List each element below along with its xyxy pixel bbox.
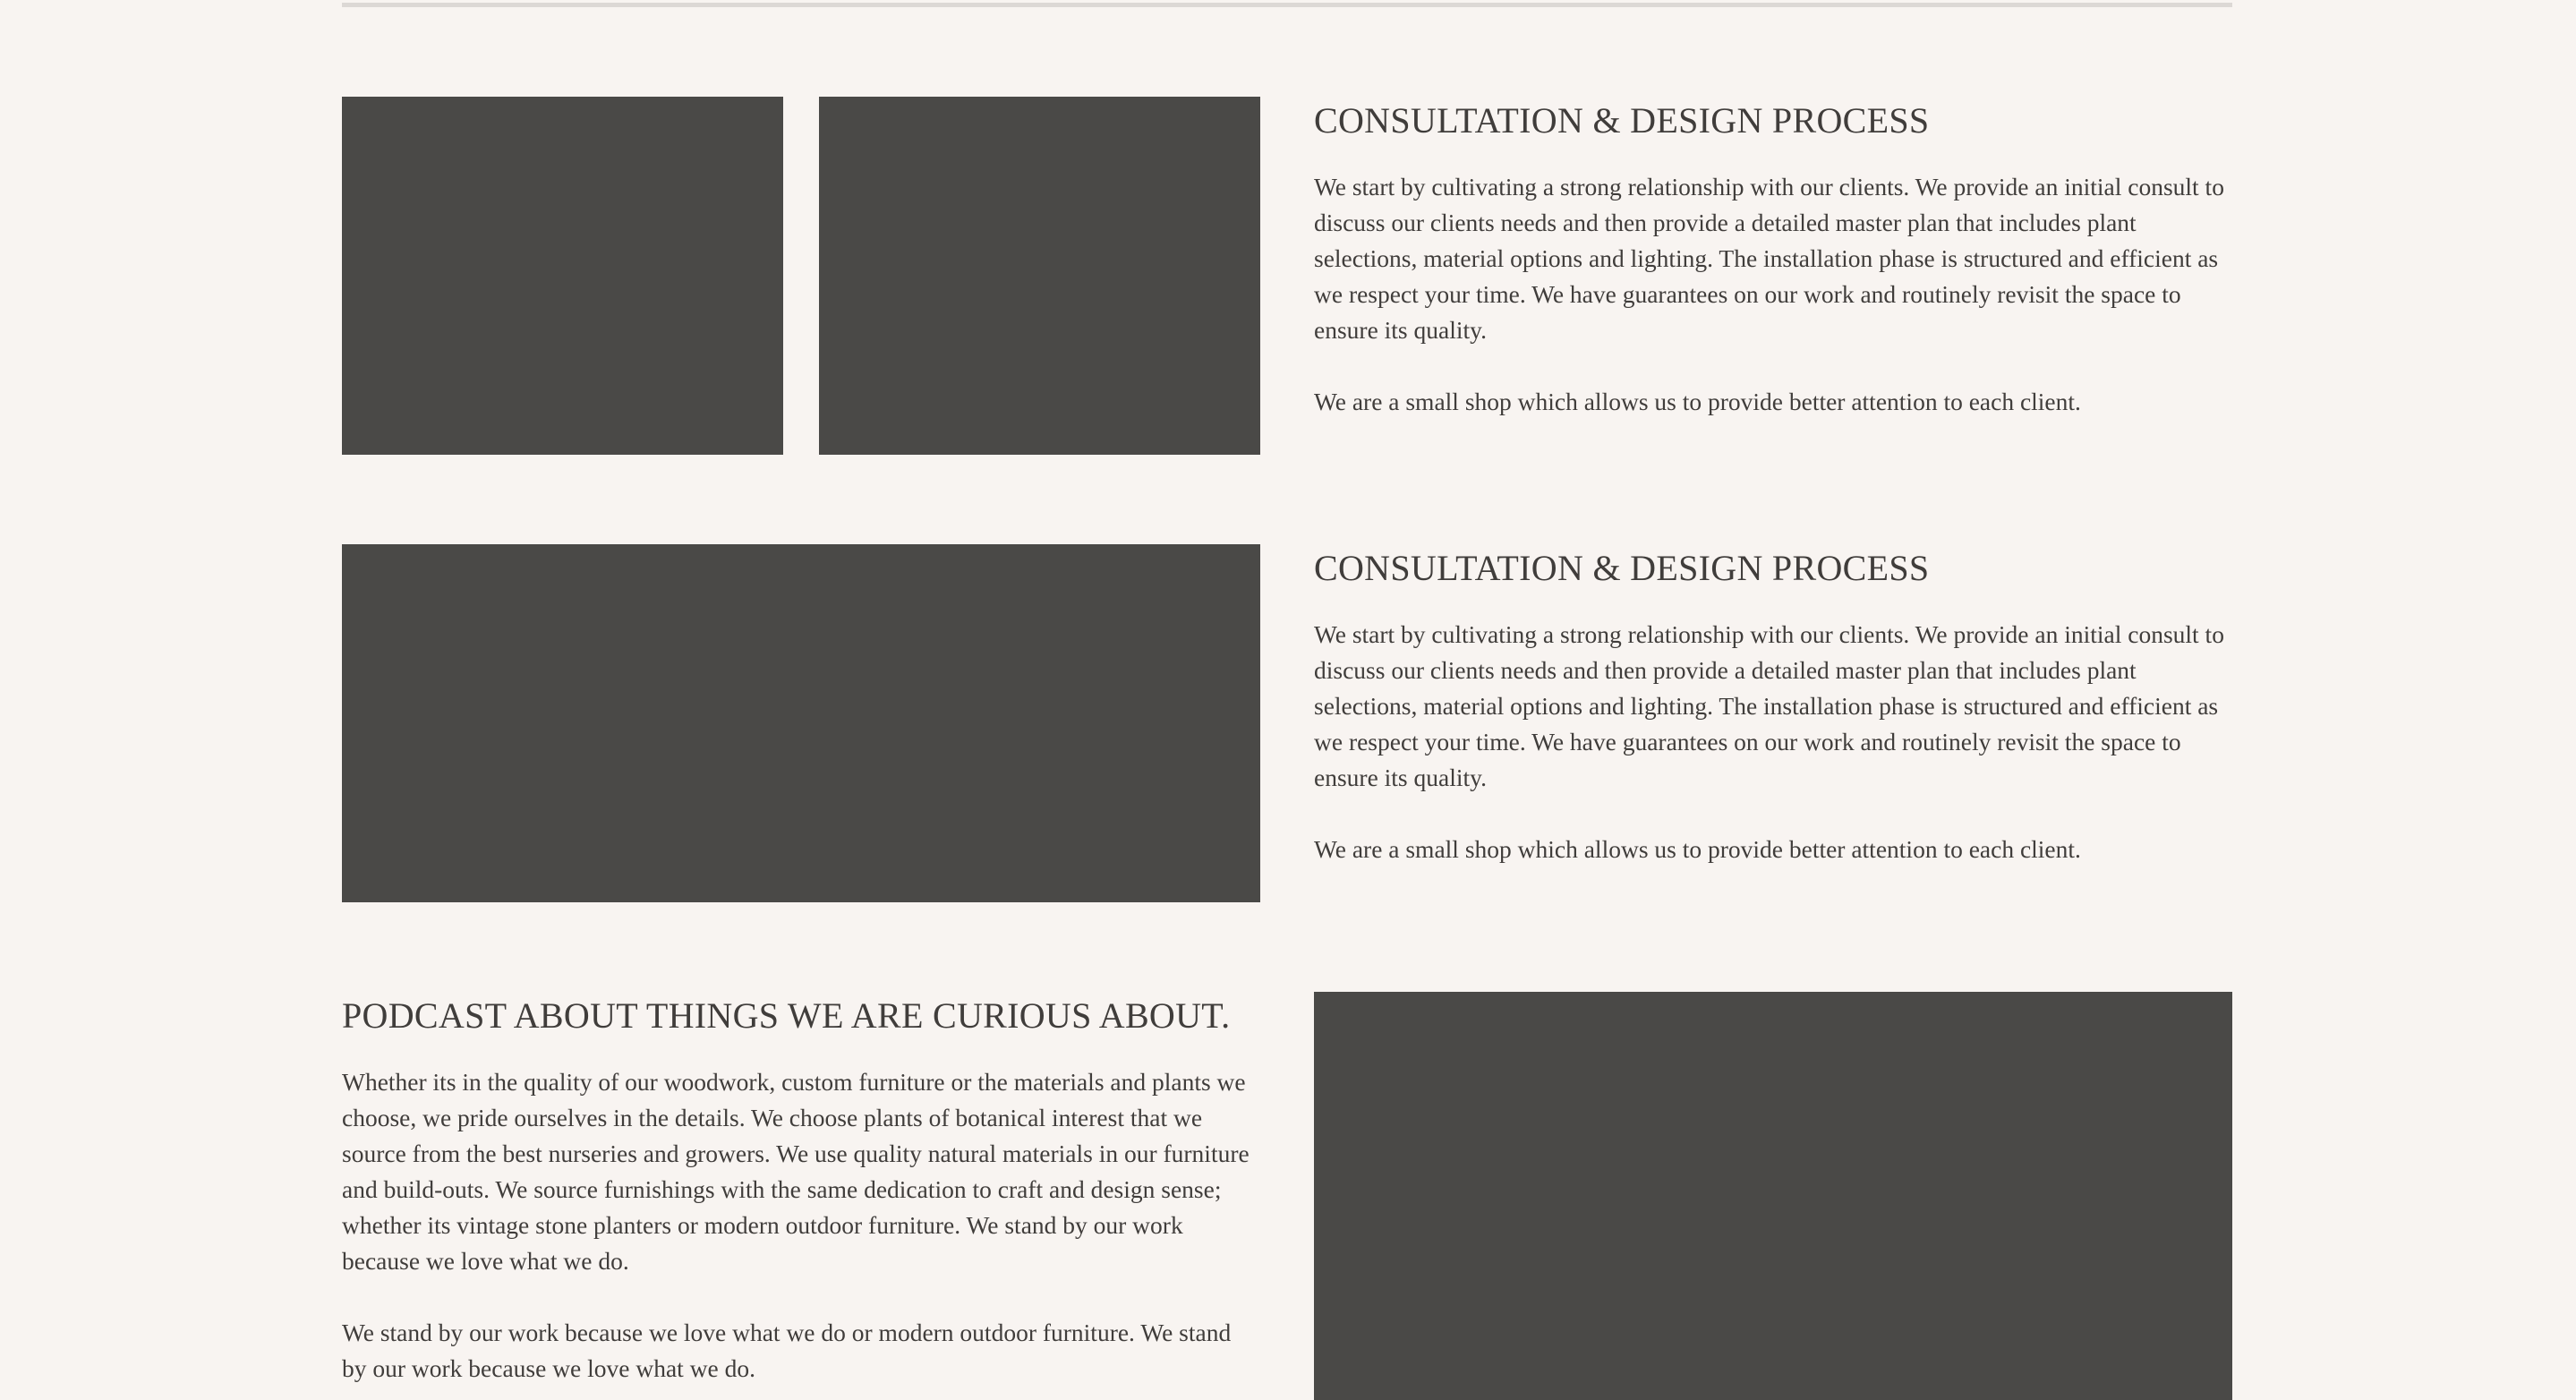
section-3-heading: PODCAST ABOUT THINGS WE ARE CURIOUS ABOUT.: [342, 995, 1231, 1036]
section-1-heading: CONSULTATION & DESIGN PROCESS: [1314, 100, 1930, 141]
section-2-text: [1314, 547, 2232, 867]
page-container: [342, 0, 2232, 1400]
section-3-text: [342, 995, 1260, 1387]
top-divider: [342, 3, 2232, 7]
section-2-image: [342, 544, 1260, 902]
section-3-paragraph-1: Whether its in the quality of our woodwork, custom furniture or the materials and plants we choose, we pride ourselves in the details. We choose plants of botanical interest that we source from the best nurseries and growers. We use quality natural materials in our furniture and build-outs. We source furnishings with the same dedication to craft and design sense; whether its vintage stone planters or modern outdoor furniture. We stand by our work because we love what we do.: [342, 1068, 1250, 1275]
section-1-paragraph-2: We are a small shop which allows us to provide better attention to each client.: [1314, 388, 2081, 415]
section-1-paragraph-1: We start by cultivating a strong relationship with our clients. We provide an initial consult to discuss our clients needs and then provide a detailed master plan that includes plant selections, material options and lighting. The installation phase is structured and efficient as we respect your time. We have guarantees on our work and routinely revisit the space to ensure its quality.: [1314, 173, 2224, 344]
section-1-image-left: [342, 97, 783, 455]
section-1-image-right: [819, 97, 1260, 455]
section-2-paragraph-2: We are a small shop which allows us to provide better attention to each client.: [1314, 835, 2081, 863]
section-1-text: [1314, 99, 2232, 420]
section-2-paragraph-1: We start by cultivating a strong relationship with our clients. We provide an initial consult to discuss our clients needs and then provide a detailed master plan that includes plant selections, material options and lighting. The installation phase is structured and efficient as we respect your time. We have guarantees on our work and routinely revisit the space to ensure its quality.: [1314, 620, 2224, 791]
section-3-image: [1314, 992, 2232, 1400]
section-3-paragraph-2: We stand by our work because we love what we do or modern outdoor furniture. We stand by our work because we love what we do.: [342, 1319, 1232, 1382]
section-2-heading: CONSULTATION & DESIGN PROCESS: [1314, 548, 1930, 588]
